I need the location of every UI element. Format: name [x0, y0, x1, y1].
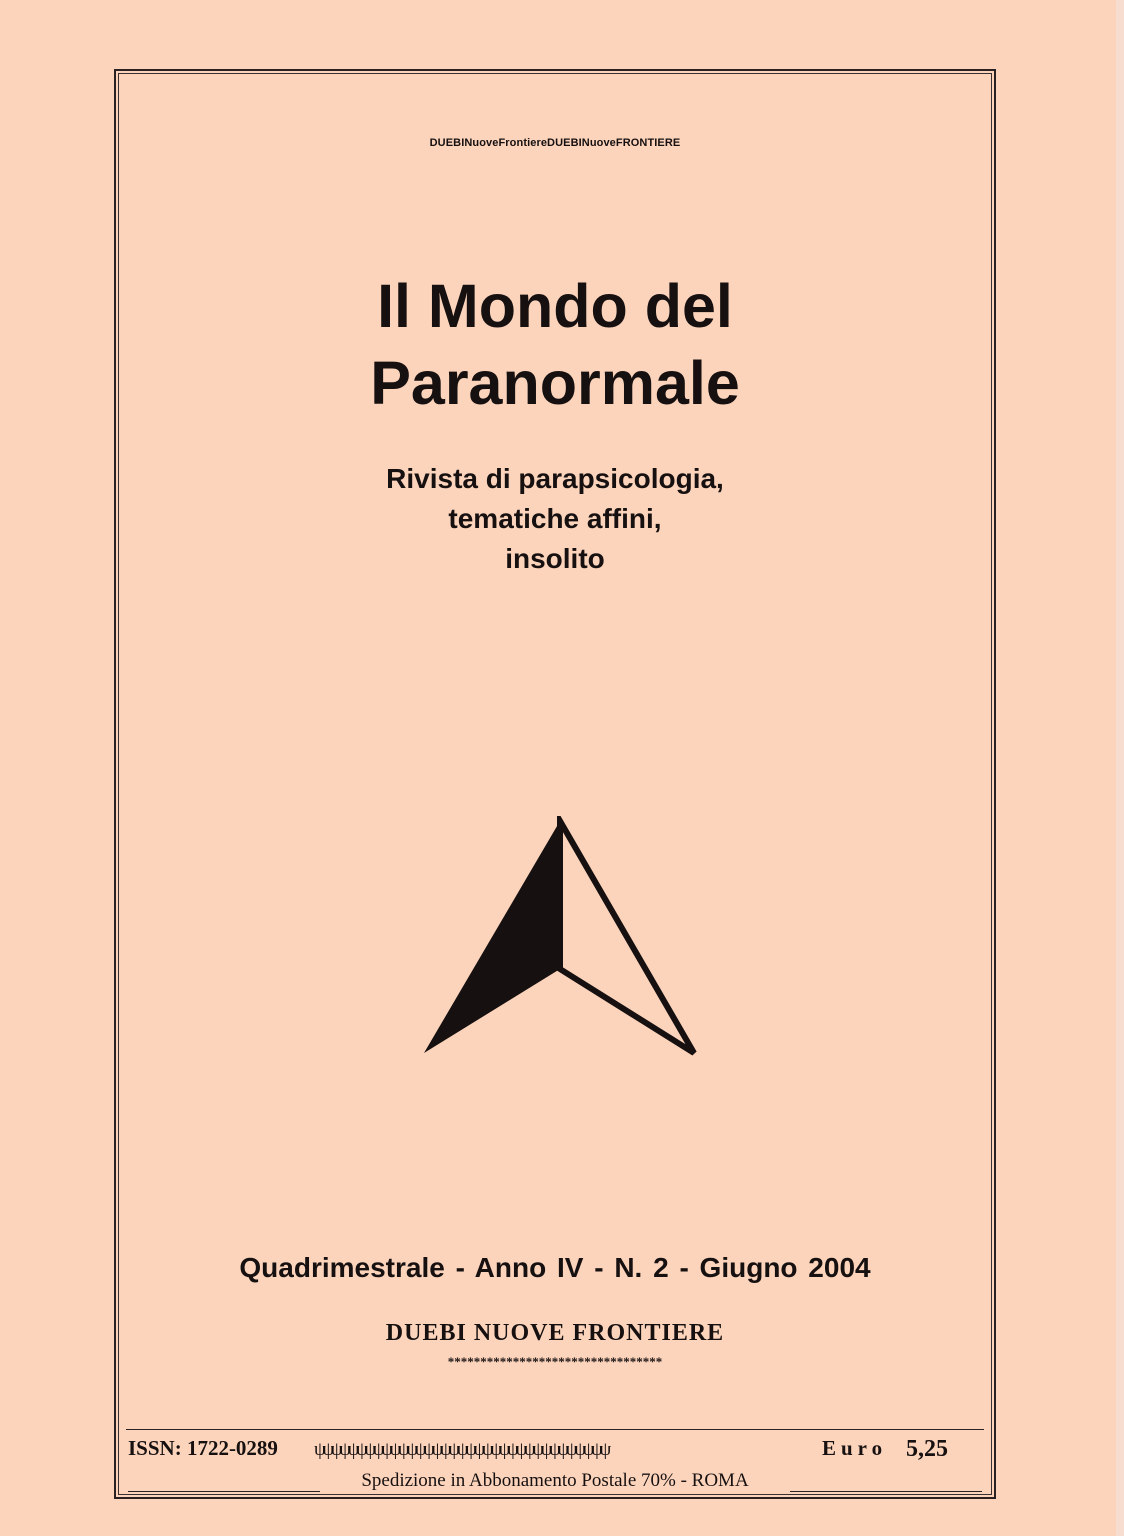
decorative-stars: ********************************* [447, 1354, 663, 1369]
issn-number: ISSN: 1722-0289 [128, 1436, 278, 1460]
postal-rule-right [790, 1491, 982, 1492]
postal-note: Spedizione in Abbonamento Postale 70% - ROMA [361, 1470, 749, 1491]
price: 5,25 [906, 1436, 948, 1462]
issue-info: Quadrimestrale - Anno IV - N. 2 - Giugno 2004 [239, 1252, 871, 1283]
paper-edge [1116, 0, 1124, 1536]
subtitle-line-3: insolito [505, 543, 605, 574]
publisher-tag: DUEBINuoveFrontiereDUEBINuoveFRONTIERE [429, 137, 681, 149]
title-line-1: Il Mondo del [377, 272, 733, 340]
subtitle-line-1: Rivista di parapsicologia, [386, 463, 724, 494]
title-line-2: Paranormale [370, 349, 740, 417]
footer-rule [126, 1429, 984, 1430]
logo-right-half [560, 821, 694, 1053]
publisher-name: DUEBI NUOVE FRONTIERE [385, 1320, 725, 1346]
logo-left-half [424, 821, 560, 1053]
currency-label: Euro [822, 1436, 888, 1460]
psi-pattern: ψψψψψψψψψψψψψψψψψψψψψψψψψψψψψψψψψψψ [314, 1439, 608, 1460]
magazine-subtitle [0, 459, 1110, 579]
triangle-arrow-icon [420, 816, 700, 1058]
magazine-title [0, 268, 1110, 422]
subtitle-line-2: tematiche affini, [448, 503, 662, 534]
